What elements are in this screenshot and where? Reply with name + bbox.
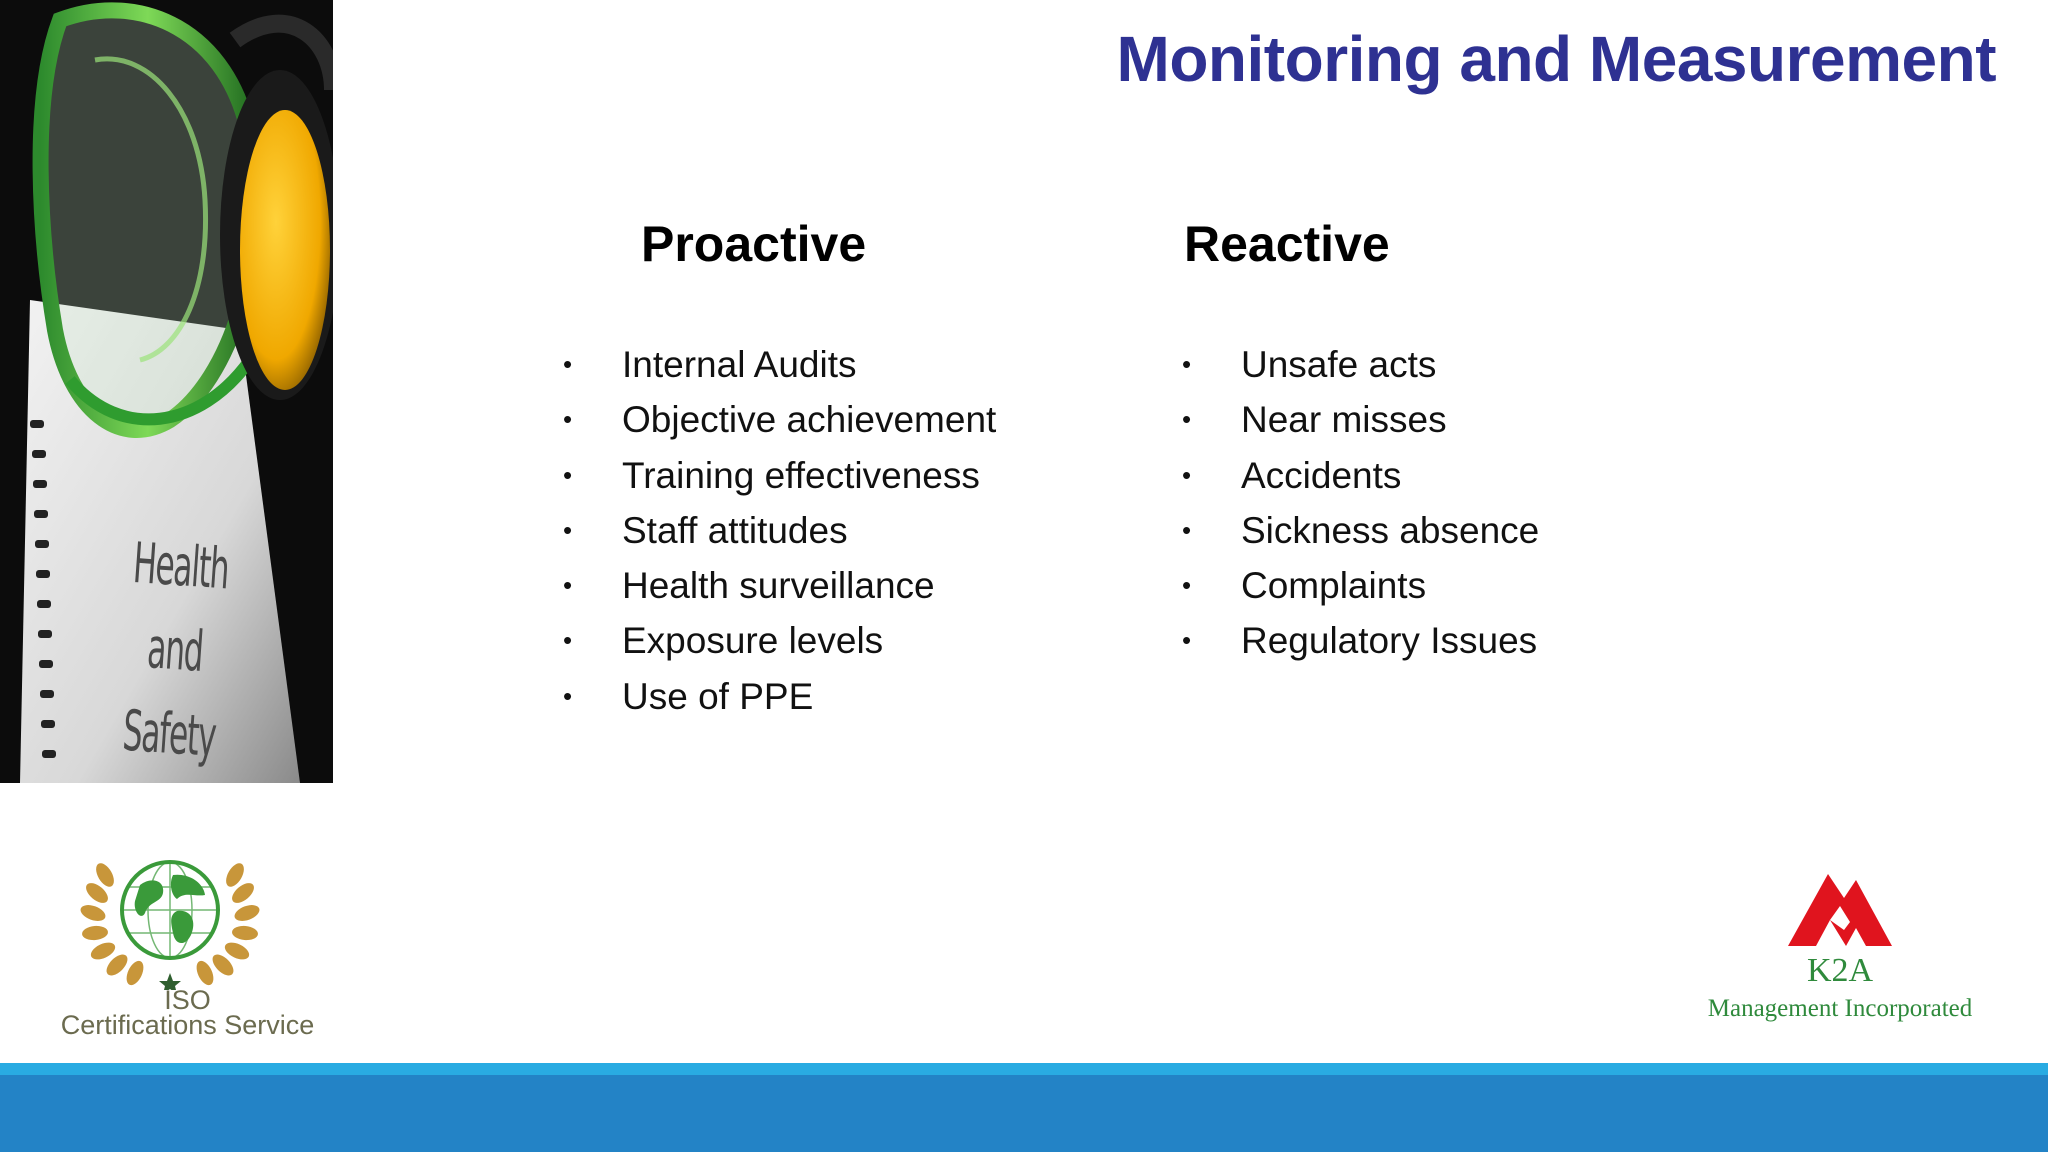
list-item — [1182, 503, 1539, 558]
photo-caption — [61, 518, 288, 783]
list-item — [563, 669, 996, 724]
bullet-icon: • — [563, 404, 573, 435]
k2a-mountain-icon — [1680, 870, 2000, 952]
k2a-logo — [1680, 870, 2000, 1030]
bullet-icon: • — [563, 680, 573, 711]
bullet-icon: • — [563, 459, 573, 490]
bullet-icon: • — [1182, 570, 1192, 601]
photo-caption-line2: Safety — [120, 698, 218, 770]
list-item — [563, 613, 996, 668]
list-item — [563, 392, 996, 447]
bullet-icon: • — [563, 570, 573, 601]
list-item — [1182, 392, 1539, 447]
footer-accent-bar — [0, 1063, 2048, 1075]
proactive-heading: Proactive — [641, 216, 867, 272]
proactive-list — [563, 337, 996, 724]
list-item — [563, 558, 996, 613]
list-item-text: Sickness absence — [1241, 509, 1540, 551]
bullet-icon: • — [1182, 514, 1192, 545]
bullet-icon: • — [1182, 404, 1192, 435]
iso-logo-line1: ISO — [164, 985, 211, 1015]
bullet-icon: • — [1182, 625, 1192, 656]
iso-certifications-logo — [45, 855, 335, 1045]
bullet-icon: • — [563, 514, 573, 545]
list-item-text: Health surveillance — [622, 565, 935, 607]
k2a-subtitle: Management Incorporated — [1707, 995, 1973, 1022]
list-item-text: Exposure levels — [622, 620, 884, 662]
list-item-text: Use of PPE — [622, 675, 814, 717]
list-item-text: Regulatory Issues — [1241, 620, 1538, 662]
list-item — [1182, 558, 1539, 613]
health-safety-photo — [0, 0, 333, 783]
list-item — [563, 337, 996, 392]
reactive-list — [1182, 337, 1539, 669]
list-item-text: Accidents — [1241, 454, 1402, 496]
list-item-text: Near misses — [1241, 399, 1447, 441]
list-item — [563, 503, 996, 558]
list-item-text: Objective achievement — [622, 399, 997, 441]
list-item-text: Training effectiveness — [622, 454, 980, 496]
list-item — [563, 448, 996, 503]
iso-globe-laurel-icon — [45, 855, 335, 990]
k2a-name: K2A — [1806, 952, 1874, 989]
reactive-heading: Reactive — [1184, 216, 1390, 272]
bullet-icon: • — [563, 625, 573, 656]
list-item-text: Unsafe acts — [1241, 344, 1437, 385]
bullet-icon: • — [1182, 459, 1192, 490]
list-item — [1182, 448, 1539, 503]
photo-caption-line1: Health and — [131, 530, 231, 685]
list-item-text: Staff attitudes — [622, 509, 848, 551]
list-item-text: Complaints — [1241, 565, 1427, 607]
list-item — [1182, 337, 1539, 392]
bullet-icon: • — [1182, 349, 1192, 379]
iso-logo-line2: Certifications Service — [60, 1010, 315, 1040]
iso-logo-text — [45, 985, 330, 1040]
list-item — [1182, 613, 1539, 668]
list-item-text: Internal Audits — [622, 344, 857, 385]
slide-title: Monitoring and Measurement — [1116, 23, 1996, 95]
footer-bar — [0, 1075, 2048, 1152]
bullet-icon: • — [563, 349, 573, 379]
